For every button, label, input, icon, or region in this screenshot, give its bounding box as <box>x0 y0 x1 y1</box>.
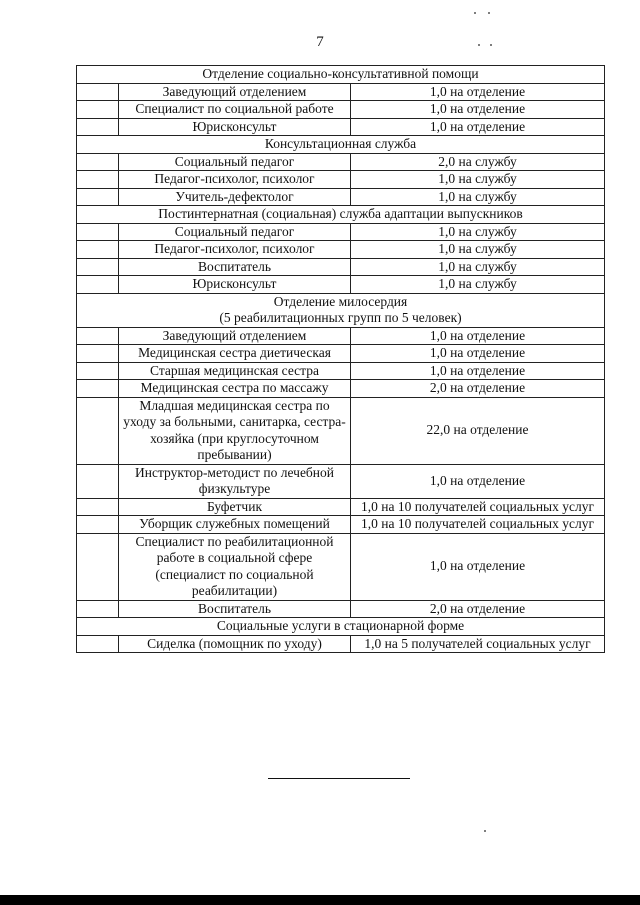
staffing-norm: 1,0 на службу <box>351 171 605 189</box>
scan-speck <box>474 12 476 14</box>
section-title <box>77 66 605 84</box>
scan-speck <box>490 44 492 46</box>
section-header-row <box>77 618 605 636</box>
row-number-cell <box>77 516 119 534</box>
section-title-text: Отделение социально-консультативной помощи <box>202 66 479 81</box>
position-row <box>77 498 605 516</box>
row-number-cell <box>77 171 119 189</box>
row-number-cell <box>77 635 119 653</box>
staffing-norm: 1,0 на отделение <box>351 118 605 136</box>
staffing-table <box>76 65 605 653</box>
position-name: Социальный педагог <box>119 223 351 241</box>
staffing-norm: 1,0 на отделение <box>351 83 605 101</box>
row-number-cell <box>77 118 119 136</box>
row-number-cell <box>77 345 119 363</box>
section-header-row <box>77 136 605 154</box>
position-row <box>77 241 605 259</box>
staffing-norm: 22,0 на отделение <box>351 397 605 464</box>
position-row <box>77 533 605 600</box>
section-subtitle-text: (5 реабилитационных групп по 5 человек) <box>219 310 462 325</box>
position-name: Уборщик служебных помещений <box>119 516 351 534</box>
position-name: Специалист по реабилитационной работе в социальной сфере (специалист по социальной реабилитации) <box>119 533 351 600</box>
position-row <box>77 464 605 498</box>
staffing-norm: 1,0 на отделение <box>351 362 605 380</box>
position-row <box>77 380 605 398</box>
scan-speck <box>478 44 480 46</box>
staffing-norm: 2,0 на отделение <box>351 380 605 398</box>
section-title-text: Постинтернатная (социальная) служба адаптации выпускников <box>158 206 523 221</box>
row-number-cell <box>77 397 119 464</box>
row-number-cell <box>77 362 119 380</box>
position-row <box>77 118 605 136</box>
position-row <box>77 327 605 345</box>
scan-border <box>0 895 640 905</box>
position-name: Педагог-психолог, психолог <box>119 171 351 189</box>
position-row <box>77 362 605 380</box>
position-name: Инструктор-методист по лечебной физкультуре <box>119 464 351 498</box>
row-number-cell <box>77 533 119 600</box>
position-name: Сиделка (помощник по уходу) <box>119 635 351 653</box>
position-row <box>77 600 605 618</box>
staffing-norm: 1,0 на отделение <box>351 101 605 119</box>
staffing-norm: 1,0 на службу <box>351 276 605 294</box>
staffing-norm: 1,0 на отделение <box>351 345 605 363</box>
position-row <box>77 345 605 363</box>
page-number: 7 <box>316 34 324 50</box>
position-name: Медицинская сестра диетическая <box>119 345 351 363</box>
staffing-table-body <box>77 66 605 653</box>
scan-speck <box>488 12 490 14</box>
position-row <box>77 258 605 276</box>
row-number-cell <box>77 327 119 345</box>
position-name: Медицинская сестра по массажу <box>119 380 351 398</box>
position-name: Младшая медицинская сестра по уходу за больными, санитарка, сестра-хозяйка (при круглосуточном пребывании) <box>119 397 351 464</box>
row-number-cell <box>77 464 119 498</box>
position-name: Юрисконсульт <box>119 276 351 294</box>
position-name: Социальный педагог <box>119 153 351 171</box>
row-number-cell <box>77 498 119 516</box>
position-name: Воспитатель <box>119 258 351 276</box>
staffing-norm: 1,0 на службу <box>351 188 605 206</box>
scan-speck <box>484 830 486 832</box>
staffing-norm: 1,0 на 10 получателей социальных услуг <box>351 516 605 534</box>
position-name: Заведующий отделением <box>119 83 351 101</box>
position-row <box>77 516 605 534</box>
position-row <box>77 153 605 171</box>
row-number-cell <box>77 153 119 171</box>
position-name: Заведующий отделением <box>119 327 351 345</box>
staffing-norm: 1,0 на 10 получателей социальных услуг <box>351 498 605 516</box>
section-header-row <box>77 293 605 327</box>
staffing-norm: 1,0 на 5 получателей социальных услуг <box>351 635 605 653</box>
section-title-text: Отделение милосердия <box>273 293 408 309</box>
section-title <box>77 618 605 636</box>
row-number-cell <box>77 188 119 206</box>
section-title-text: Консультационная служба <box>264 136 417 151</box>
row-number-cell <box>77 223 119 241</box>
position-row <box>77 101 605 119</box>
position-row <box>77 635 605 653</box>
row-number-cell <box>77 276 119 294</box>
staffing-norm: 2,0 на службу <box>351 153 605 171</box>
staffing-norm: 1,0 на отделение <box>351 327 605 345</box>
row-number-cell <box>77 83 119 101</box>
staffing-norm: 1,0 на отделение <box>351 533 605 600</box>
position-row <box>77 188 605 206</box>
staffing-norm: 1,0 на отделение <box>351 464 605 498</box>
row-number-cell <box>77 600 119 618</box>
section-title <box>77 206 605 224</box>
position-name: Юрисконсульт <box>119 118 351 136</box>
staffing-norm: 1,0 на службу <box>351 258 605 276</box>
position-name: Воспитатель <box>119 600 351 618</box>
position-row <box>77 397 605 464</box>
position-row <box>77 223 605 241</box>
row-number-cell <box>77 241 119 259</box>
position-name: Буфетчик <box>119 498 351 516</box>
section-title-text: Социальные услуги в стационарной форме <box>216 618 465 633</box>
position-row <box>77 83 605 101</box>
row-number-cell <box>77 258 119 276</box>
section-title <box>77 293 605 327</box>
row-number-cell <box>77 101 119 119</box>
staffing-norm: 2,0 на отделение <box>351 600 605 618</box>
position-row <box>77 276 605 294</box>
row-number-cell <box>77 380 119 398</box>
position-name: Старшая медицинская сестра <box>119 362 351 380</box>
section-title <box>77 136 605 154</box>
closing-rule <box>268 778 410 779</box>
position-row <box>77 171 605 189</box>
section-header-row <box>77 206 605 224</box>
staffing-norm: 1,0 на службу <box>351 223 605 241</box>
position-name: Педагог-психолог, психолог <box>119 241 351 259</box>
position-name: Специалист по социальной работе <box>119 101 351 119</box>
staffing-norm: 1,0 на службу <box>351 241 605 259</box>
position-name: Учитель-дефектолог <box>119 188 351 206</box>
section-header-row <box>77 66 605 84</box>
